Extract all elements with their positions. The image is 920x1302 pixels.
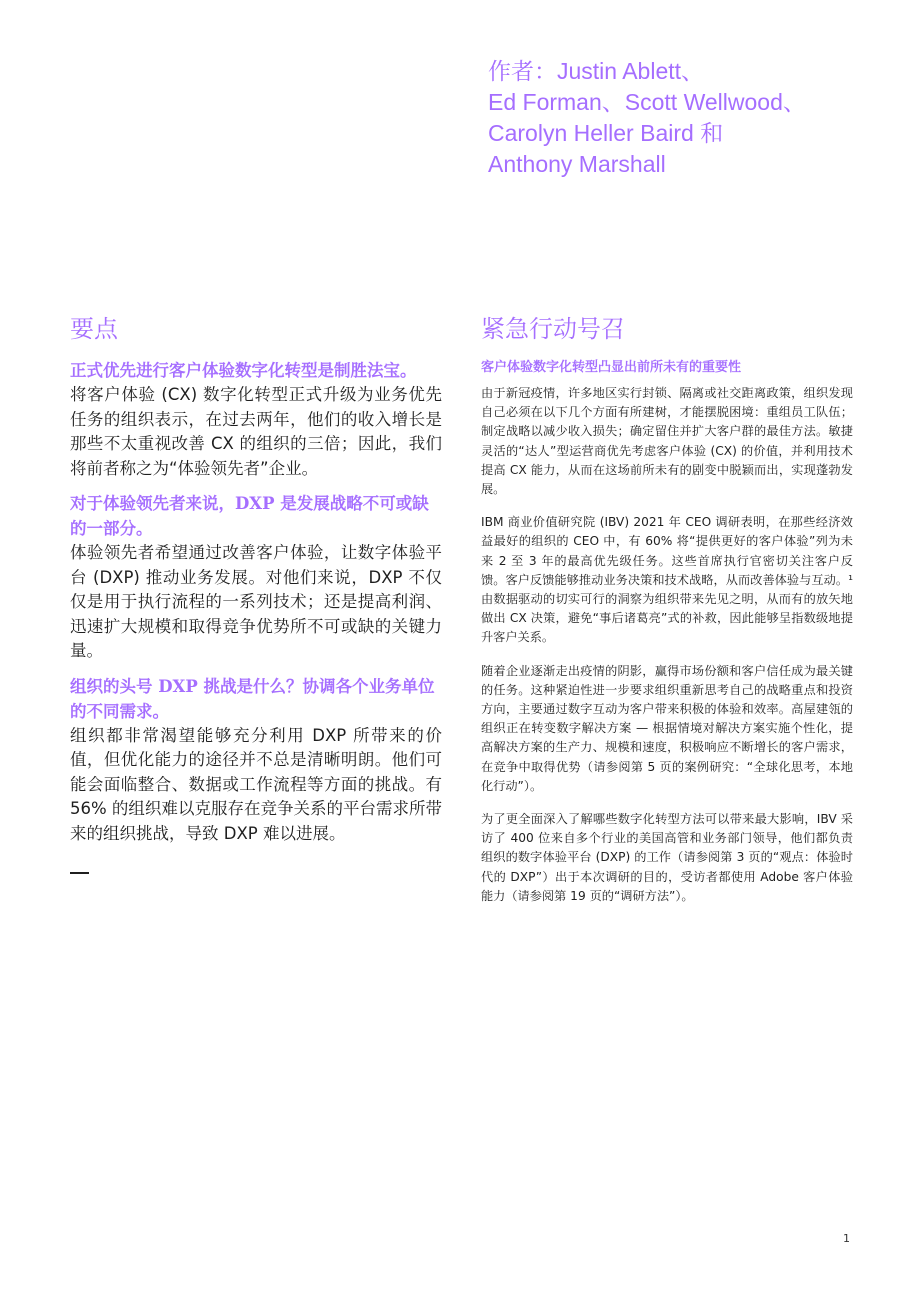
call-to-action-heading: 客户体验数字化转型凸显出前所未有的重要性 (481, 360, 742, 375)
body-paragraph: IBM 商业价值研究院 (IBV) 2021 年 CEO 调研表明，在那些经济效益最好的组织的 CEO 中，有 60% 将“提供更好的客户体验”列为未来 2 至 3 年的最高优先级任务。这些首席执行官密切关注客户反馈。客户反馈能够推动业务决策和技术战略，从而改善体验与互动。¹ 由数据驱动的切实可行的洞察为组织带来先见之明，从而有的放矢地做出 CX 决策，避免“事后诸葛亮”式的补救，因此能够呈指数级地提升客户关系。 (481, 515, 853, 645)
author-line: 作者：Justin Ablett、 (488, 58, 705, 84)
author-line: Carolyn Heller Baird 和 (488, 120, 724, 146)
body-paragraph: 由于新冠疫情，许多地区实行封锁、隔离或社交距离政策，组织发现自己必须在以下几个方面有所建树，才能摆脱困境：重组员工队伍；制定战略以减少收入损失；确定留住并扩大客户群的最佳方法。敏捷灵活的“达人”型运营商优先考虑客户体验 (CX) 的价值，并利用技术提高 CX 能力，从而在这场前所未有的剧变中脱颖而出，实现蓬勃发展。 (481, 386, 853, 497)
key-point-heading: 组织的头号 DXP 挑战是什么？协调各个业务单位的不同需求。 (70, 676, 435, 721)
call-to-action-title: 紧急行动号召 (481, 315, 625, 343)
key-point-heading: 对于体验领先者来说，DXP 是发展战略不可或缺的一部分。 (70, 494, 429, 538)
page-number: 1 (843, 1232, 850, 1245)
key-point-item (70, 674, 442, 847)
key-point-item (70, 358, 442, 481)
section-divider (70, 872, 89, 874)
key-point-body: 组织都非常渴望能够充分利用 DXP 所带来的价值，但优化能力的途径并不总是清晰明朗。他们可能会面临整合、数据或工作流程等方面的挑战。有 56% 的组织难以克服存在竞争关系的平台需求所带来的组织挑战，导致 DXP 难以进展。 (70, 725, 442, 843)
call-to-action-column (481, 312, 853, 920)
body-paragraph: 随着企业逐渐走出疫情的阴影，赢得市场份额和客户信任成为最关键的任务。这种紧迫性进一步要求组织重新思考自己的战略重点和投资方向，主要通过数字互动为客户带来积极的体验和效率。高屋建瓴的组织正在转变数字解决方案 — 根据情境对解决方案实施个性化，提高解决方案的生产力、规模和速度，积极响应不断增长的客户需求，在竞争中取得优势（请参阅第 5 页的案例研究：“全球化思考，本地化行动”）。 (481, 663, 853, 793)
key-points-title: 要点 (70, 315, 118, 343)
key-point-body: 将客户体验 (CX) 数字化转型正式升级为业务优先任务的组织表示，在过去两年，他们的收入增长是那些不太重视改善 CX 的组织的三倍；因此，我们将前者称之为“体验领先者”企业。 (70, 385, 442, 478)
author-line: Ed Forman、Scott Wellwood、 (488, 89, 806, 115)
author-line: Anthony Marshall (488, 151, 666, 177)
key-points-column (70, 312, 442, 874)
author-byline (488, 56, 898, 180)
key-point-body: 体验领先者希望通过改善客户体验，让数字体验平台 (DXP) 推动业务发展。对他们来说，DXP 不仅仅是用于执行流程的一系列技术；还是提高利润、迅速扩大规模和取得竞争优势所不可或缺的关键力量。 (70, 543, 442, 660)
key-point-item (70, 491, 442, 664)
body-paragraph: 为了更全面深入了解哪些数字化转型方法可以带来最大影响，IBV 采访了 400 位来自多个行业的美国高管和业务部门领导，他们都负责组织的数字体验平台 (DXP) 的工作（请参阅第 3 页的“观点：体验时代的 DXP”）出于本次调研的目的，受访者都使用 Adobe 客户体验能力（请参阅第 19 页的“调研方法”）。 (481, 812, 853, 903)
key-point-heading: 正式优先进行客户体验数字化转型是制胜法宝。 (70, 361, 417, 380)
